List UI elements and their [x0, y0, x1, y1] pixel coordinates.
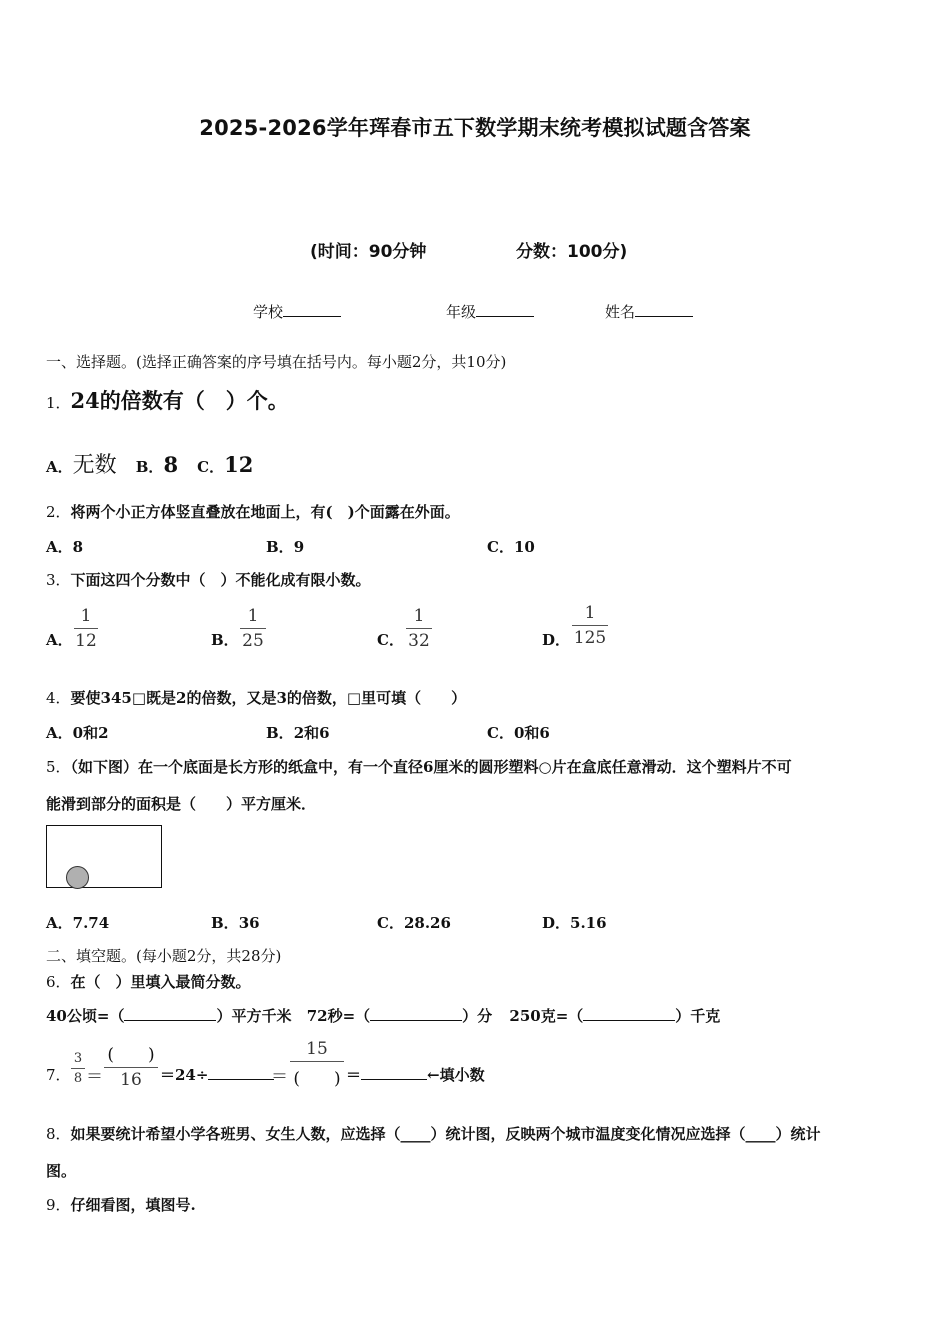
q7-division [160, 1064, 274, 1085]
q3-option-d-denominator: 125 [573, 628, 607, 648]
q7-tail: ←填小数 [427, 1066, 485, 1084]
q2-option-c-value: 10 [513, 538, 535, 556]
q7-f2-numerator[interactable]: ( ) [107, 1045, 155, 1065]
q5-option-d-value: 5.16 [570, 914, 607, 932]
plastic-disc-figure [66, 866, 89, 889]
q7-decimal-blank[interactable] [361, 1065, 427, 1080]
question-3-number: 3． [46, 571, 71, 589]
q5-option-a-value: 7.74 [72, 914, 110, 932]
page-title: 2025-2026学年珲春市五下数学期末统考模拟试题含答案 [199, 116, 751, 140]
q3-option-a-fraction [74, 606, 98, 651]
q7-f3-numerator: 15 [306, 1039, 328, 1059]
q1-option-c-value: 12 [224, 452, 254, 477]
q1-option-a-label: A． [46, 458, 73, 476]
exam-time: (时间：90分钟 [310, 242, 427, 262]
question-9-number: 9． [46, 1196, 71, 1214]
q7-fraction-1 [71, 1051, 85, 1086]
grade-label: 年级 [446, 303, 477, 321]
question-1-text: 24的倍数有（ ）个。 [70, 388, 289, 413]
q3-option-d-label: D． [542, 631, 571, 649]
q7-f3-denominator[interactable]: ( ) [293, 1069, 341, 1089]
q2-option-a [46, 536, 83, 557]
q3-option-b-fraction [240, 606, 266, 651]
q3-option-b-denominator: 25 [242, 631, 264, 651]
q4-option-a [46, 722, 109, 743]
exam-score: 分数：100分) [516, 242, 628, 262]
q6-item-1-post: ）平方千米 [216, 1007, 292, 1025]
q3-option-c-label: C． [377, 631, 404, 649]
q5-option-c-label: C． [377, 914, 404, 932]
q2-option-b-value: 9 [293, 538, 305, 556]
name-label: 姓名 [605, 303, 636, 321]
q6-item-3-pre: 250克=（ [509, 1007, 584, 1025]
q5-option-d [542, 912, 607, 933]
q3-option-c-fraction [406, 606, 432, 651]
q3-option-b-label: B． [211, 631, 239, 649]
q7-divide-text: ＝24÷ [160, 1066, 209, 1084]
question-1-number: 1． [46, 394, 71, 412]
q6-item-3-post: ）千克 [675, 1007, 721, 1025]
question-2-text: 将两个小正方体竖直叠放在地面上，有( )个面露在外面。 [70, 503, 460, 521]
name-blank[interactable] [635, 302, 693, 317]
school-label: 学校 [253, 303, 284, 321]
q3-option-a-denominator: 12 [75, 631, 97, 651]
question-5-line-2: 能滑到部分的面积是（ ）平方厘米． [46, 795, 317, 813]
question-9 [46, 1194, 196, 1215]
q5-option-b-value: 36 [238, 914, 260, 932]
question-4-text: 要使345□既是2的倍数，又是3的倍数，□里可填（ ） [70, 689, 467, 707]
q4-option-b-label: B． [266, 724, 294, 742]
question-8-text-1: 如果要统计希望小学各班男、女生人数，应选择（____）统计图，反映两个城市温度变化情况应选择（____）统计 [70, 1125, 821, 1143]
q2-option-a-value: 8 [72, 538, 84, 556]
q3-option-d-numerator: 1 [584, 603, 596, 623]
q6-item-1-pre: 40公顷=（ [46, 1007, 125, 1025]
q2-option-c [487, 536, 535, 557]
q5-option-b-label: B． [211, 914, 239, 932]
question-5-number: 5． [46, 758, 71, 776]
q6-item-2-post: ）分 [462, 1007, 493, 1025]
q3-option-a-numerator: 1 [80, 606, 92, 626]
question-1 [46, 385, 289, 415]
paper-box-diagram [46, 825, 162, 888]
q4-option-b [266, 722, 330, 743]
q3-option-b-numerator: 1 [247, 606, 259, 626]
q6-item-2-pre: 72秒=（ [306, 1007, 371, 1025]
q2-option-b-label: B． [266, 538, 294, 556]
q4-option-a-value: 0和2 [72, 724, 109, 742]
q4-option-c-value: 0和6 [513, 724, 550, 742]
q6-item-2-blank[interactable] [370, 1006, 462, 1021]
grade-field[interactable] [446, 301, 534, 322]
q5-option-a [46, 912, 109, 933]
q5-option-c-value: 28.26 [403, 914, 451, 932]
q7-equals-2: ＝ [271, 1067, 288, 1087]
q5-option-b [211, 912, 260, 933]
q6-item-3-blank[interactable] [583, 1006, 675, 1021]
school-field[interactable] [253, 301, 341, 322]
q4-option-a-label: A． [46, 724, 73, 742]
q7-f1-numerator: 3 [73, 1051, 83, 1066]
question-6-items [46, 1005, 720, 1026]
q1-option-c-label: C． [197, 458, 225, 476]
question-2-number: 2． [46, 503, 71, 521]
q2-option-c-label: C． [487, 538, 514, 556]
q5-option-a-label: A． [46, 914, 73, 932]
question-6-text: 在（ ）里填入最简分数。 [70, 973, 251, 991]
q3-option-c-denominator: 32 [408, 631, 430, 651]
q6-item-1-blank[interactable] [124, 1006, 216, 1021]
q3-option-a-label: A． [46, 631, 73, 649]
section-2-heading: 二、填空题。(每小题2分，共28分) [46, 947, 282, 965]
section-1-heading: 一、选择题。(选择正确答案的序号填在括号内。每小题2分，共10分) [46, 353, 507, 371]
q2-option-b [266, 536, 304, 557]
question-2 [46, 501, 460, 522]
q4-option-c-label: C． [487, 724, 514, 742]
question-3-text: 下面这四个分数中（ ）不能化成有限小数。 [70, 571, 371, 589]
q7-f2-denominator: 16 [120, 1070, 142, 1090]
q1-option-b-value: 8 [163, 452, 179, 477]
q4-option-c [487, 722, 550, 743]
question-5-line-1 [46, 756, 792, 777]
question-8-number: 8． [46, 1125, 71, 1143]
school-blank[interactable] [283, 302, 341, 317]
q3-option-d-fraction [572, 603, 608, 648]
question-6-number: 6． [46, 973, 71, 991]
q1-option-b-label: B． [135, 458, 164, 476]
q3-option-c-numerator: 1 [413, 606, 425, 626]
question-3 [46, 569, 371, 590]
question-9-text: 仔细看图，填图号. [70, 1196, 196, 1214]
q7-fraction-3 [290, 1039, 344, 1089]
q7-f1-denominator: 8 [73, 1071, 83, 1086]
question-6 [46, 971, 251, 992]
q1-option-a-value: 无数 [72, 453, 117, 478]
q7-fraction-2 [104, 1040, 158, 1090]
question-5-text-1: （如下图）在一个底面是长方形的纸盒中，有一个直径6厘米的圆形塑料○片在盒底任意滑动．这个塑料片不可 [70, 758, 792, 776]
q2-option-a-label: A． [46, 538, 73, 556]
q7-equals-3: ＝ [346, 1066, 362, 1084]
q7-decimal [346, 1064, 485, 1085]
question-1-options [46, 448, 253, 479]
q5-option-c [377, 912, 451, 933]
grade-blank[interactable] [476, 302, 534, 317]
q7-divide-blank[interactable] [208, 1065, 274, 1080]
question-8-line-2: 图。 [46, 1162, 77, 1180]
q4-option-b-value: 2和6 [293, 724, 330, 742]
name-field[interactable] [605, 301, 693, 322]
question-7-number: 7． [46, 1066, 71, 1084]
question-4-number: 4． [46, 689, 71, 707]
q5-option-d-label: D． [542, 914, 571, 932]
question-4 [46, 687, 466, 708]
question-8-line-1 [46, 1123, 821, 1144]
q7-equals-1: ＝ [86, 1067, 103, 1087]
